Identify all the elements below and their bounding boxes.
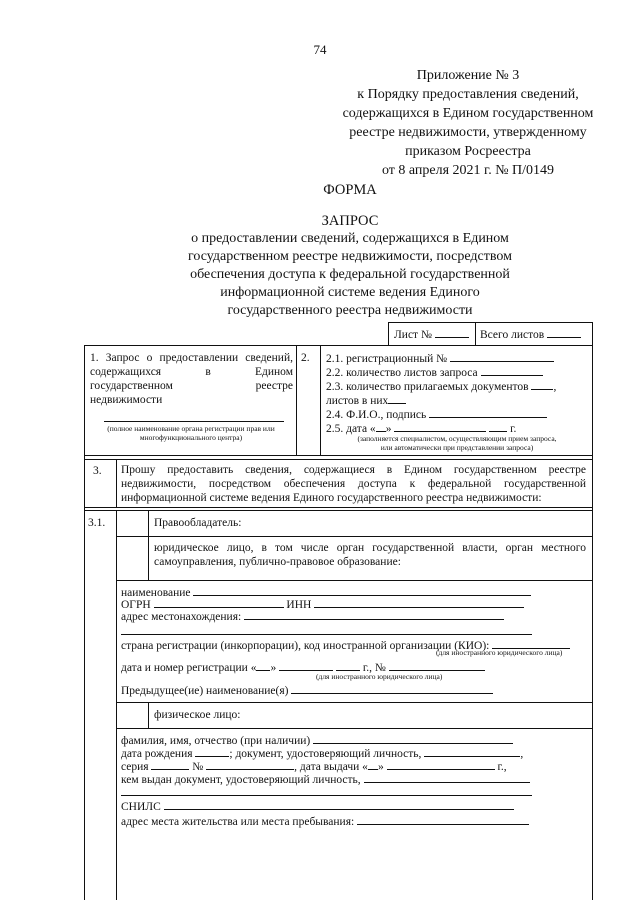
docs-sheets-row: листов в них [326, 393, 406, 408]
person-fio-row: фамилия, имя, отчество (при наличии) [121, 733, 513, 748]
appendix-line: содержащихся в Едином государственном [342, 106, 594, 121]
appendix-header [318, 66, 618, 180]
title-line: о предоставлении сведений, содержащихся в Едином [191, 231, 509, 246]
date-year-field[interactable] [489, 421, 507, 432]
sheet-number-label: Лист № [394, 327, 469, 342]
ogrn-field[interactable] [154, 597, 284, 608]
section1-org-line[interactable] [104, 421, 284, 422]
person-fio-field[interactable] [313, 733, 513, 744]
country-row: страна регистрации (инкорпорации), код иностранной организации (КИО): [121, 638, 570, 653]
doc-number-field[interactable] [206, 759, 294, 770]
appendix-line: от 8 апреля 2021 г. № П/0149 [381, 163, 555, 178]
appendix-line: к Порядку предоставления сведений, [357, 87, 579, 102]
reg-number-field[interactable] [450, 351, 554, 362]
series-row: серия № , дата выдачи « » г., [121, 761, 507, 773]
reg-day-field[interactable] [256, 660, 270, 671]
issued-by-row: кем выдан документ, удостоверяющий личность, [121, 772, 530, 787]
docs-count-row: 2.3. количество прилагаемых документов , [326, 381, 557, 393]
total-sheets-field[interactable] [547, 327, 581, 338]
section3-text: Прошу предоставить сведения, содержащиеся в Едином государственном реестре недвижимости, посредством обеспечения доступа к федеральной государственной информационной системе ведения Единого государственного реестра недвижимости: [121, 464, 586, 504]
title-line: государственного реестра недвижимости [227, 303, 473, 318]
legal-entity-text: юридическое лицо, в том числе орган государственной власти, орган местного самоуправления, публично-правовое образование: [154, 542, 586, 568]
sheets-count-field[interactable] [481, 365, 543, 376]
series-field[interactable] [151, 759, 189, 770]
reg-month-field[interactable] [279, 660, 333, 671]
section1-caption: (полное наименование органа регистрации прав или многофункционального центра) [107, 424, 275, 442]
snils-row: СНИЛС [121, 799, 514, 814]
physical-person-checkbox[interactable] [118, 704, 146, 726]
issue-month-field[interactable] [387, 759, 495, 770]
total-sheets-label: Всего листов [480, 327, 581, 342]
title-heading: ЗАПРОС [321, 213, 379, 229]
holder-label: Правообладатель: [154, 517, 242, 529]
residence-field[interactable] [357, 814, 529, 825]
issued-by-field[interactable] [364, 772, 530, 783]
appendix-line: реестре недвижимости, утвержденному [349, 125, 587, 140]
document-title [0, 212, 640, 320]
section1-text: 1. Запрос о предоставлении сведений, содержащихся в Едином государственном реестре недвижимости [90, 352, 293, 406]
title-line: информационной системе ведения Единого [220, 285, 480, 300]
section2-caption: (заполняется специалистом, осуществляющим прием запроса, или автоматически при представлении запроса) [357, 434, 557, 452]
section2-number: 2. [301, 352, 310, 364]
legal-entity-checkbox[interactable] [118, 538, 146, 578]
residence-row: адрес места жительства или места пребывания: [121, 814, 529, 829]
fio-signature-row: 2.4. Ф.И.О., подпись [326, 407, 547, 422]
legal-name-field[interactable] [193, 585, 531, 596]
title-line: государственном реестре недвижимости, посредством [188, 249, 512, 264]
page-number: 74 [313, 42, 327, 57]
foreign-note-1: (для иностранного юридического лица) [436, 648, 563, 657]
prev-name-row: Предыдущее(ие) наименование(я) [121, 683, 493, 698]
reg-date-row: дата и номер регистрации « » г., № [121, 660, 485, 675]
date-row: 2.5. дата « » г. [326, 423, 517, 435]
issue-day-field[interactable] [368, 759, 378, 770]
id-doc-field[interactable] [424, 746, 520, 757]
legal-address-field[interactable] [244, 609, 504, 620]
date-day-field[interactable] [376, 421, 386, 432]
form-label: ФОРМА [323, 182, 377, 198]
section3-number: 3. [93, 465, 102, 477]
appendix-line: приказом Росреестра [405, 144, 531, 159]
foreign-note-2: (для иностранного юридического лица) [316, 672, 443, 681]
reg-number-row: 2.1. регистрационный № [326, 351, 554, 366]
birth-id-row: дата рождения ; документ, удостоверяющий личность, , [121, 748, 524, 760]
snils-field[interactable] [164, 799, 514, 810]
sheets-count-row: 2.2. количество листов запроса [326, 365, 543, 380]
issued-by-line[interactable] [121, 795, 532, 796]
date-month-field[interactable] [394, 421, 486, 432]
inn-field[interactable] [314, 597, 524, 608]
birth-date-field[interactable] [195, 746, 229, 757]
ogrn-inn-row: ОГРН ИНН [121, 597, 524, 612]
title-line: обеспечения доступа к федеральной государственной [190, 267, 510, 282]
fio-signature-field[interactable] [429, 407, 547, 418]
legal-name-row: наименование [121, 585, 531, 600]
appendix-line: Приложение № 3 [416, 68, 520, 83]
section31-number: 3.1. [88, 517, 106, 529]
prev-name-field[interactable] [291, 683, 493, 694]
docs-count-field[interactable] [531, 379, 553, 390]
legal-address-row: адрес местонахождения: [121, 609, 504, 624]
legal-address-line[interactable] [121, 634, 532, 635]
sheet-number-field[interactable] [435, 327, 469, 338]
reg-number-foreign-field[interactable] [389, 660, 485, 671]
reg-year-field[interactable] [336, 660, 360, 671]
docs-sheets-field[interactable] [388, 393, 406, 404]
physical-person-label: физическое лицо: [154, 709, 241, 721]
